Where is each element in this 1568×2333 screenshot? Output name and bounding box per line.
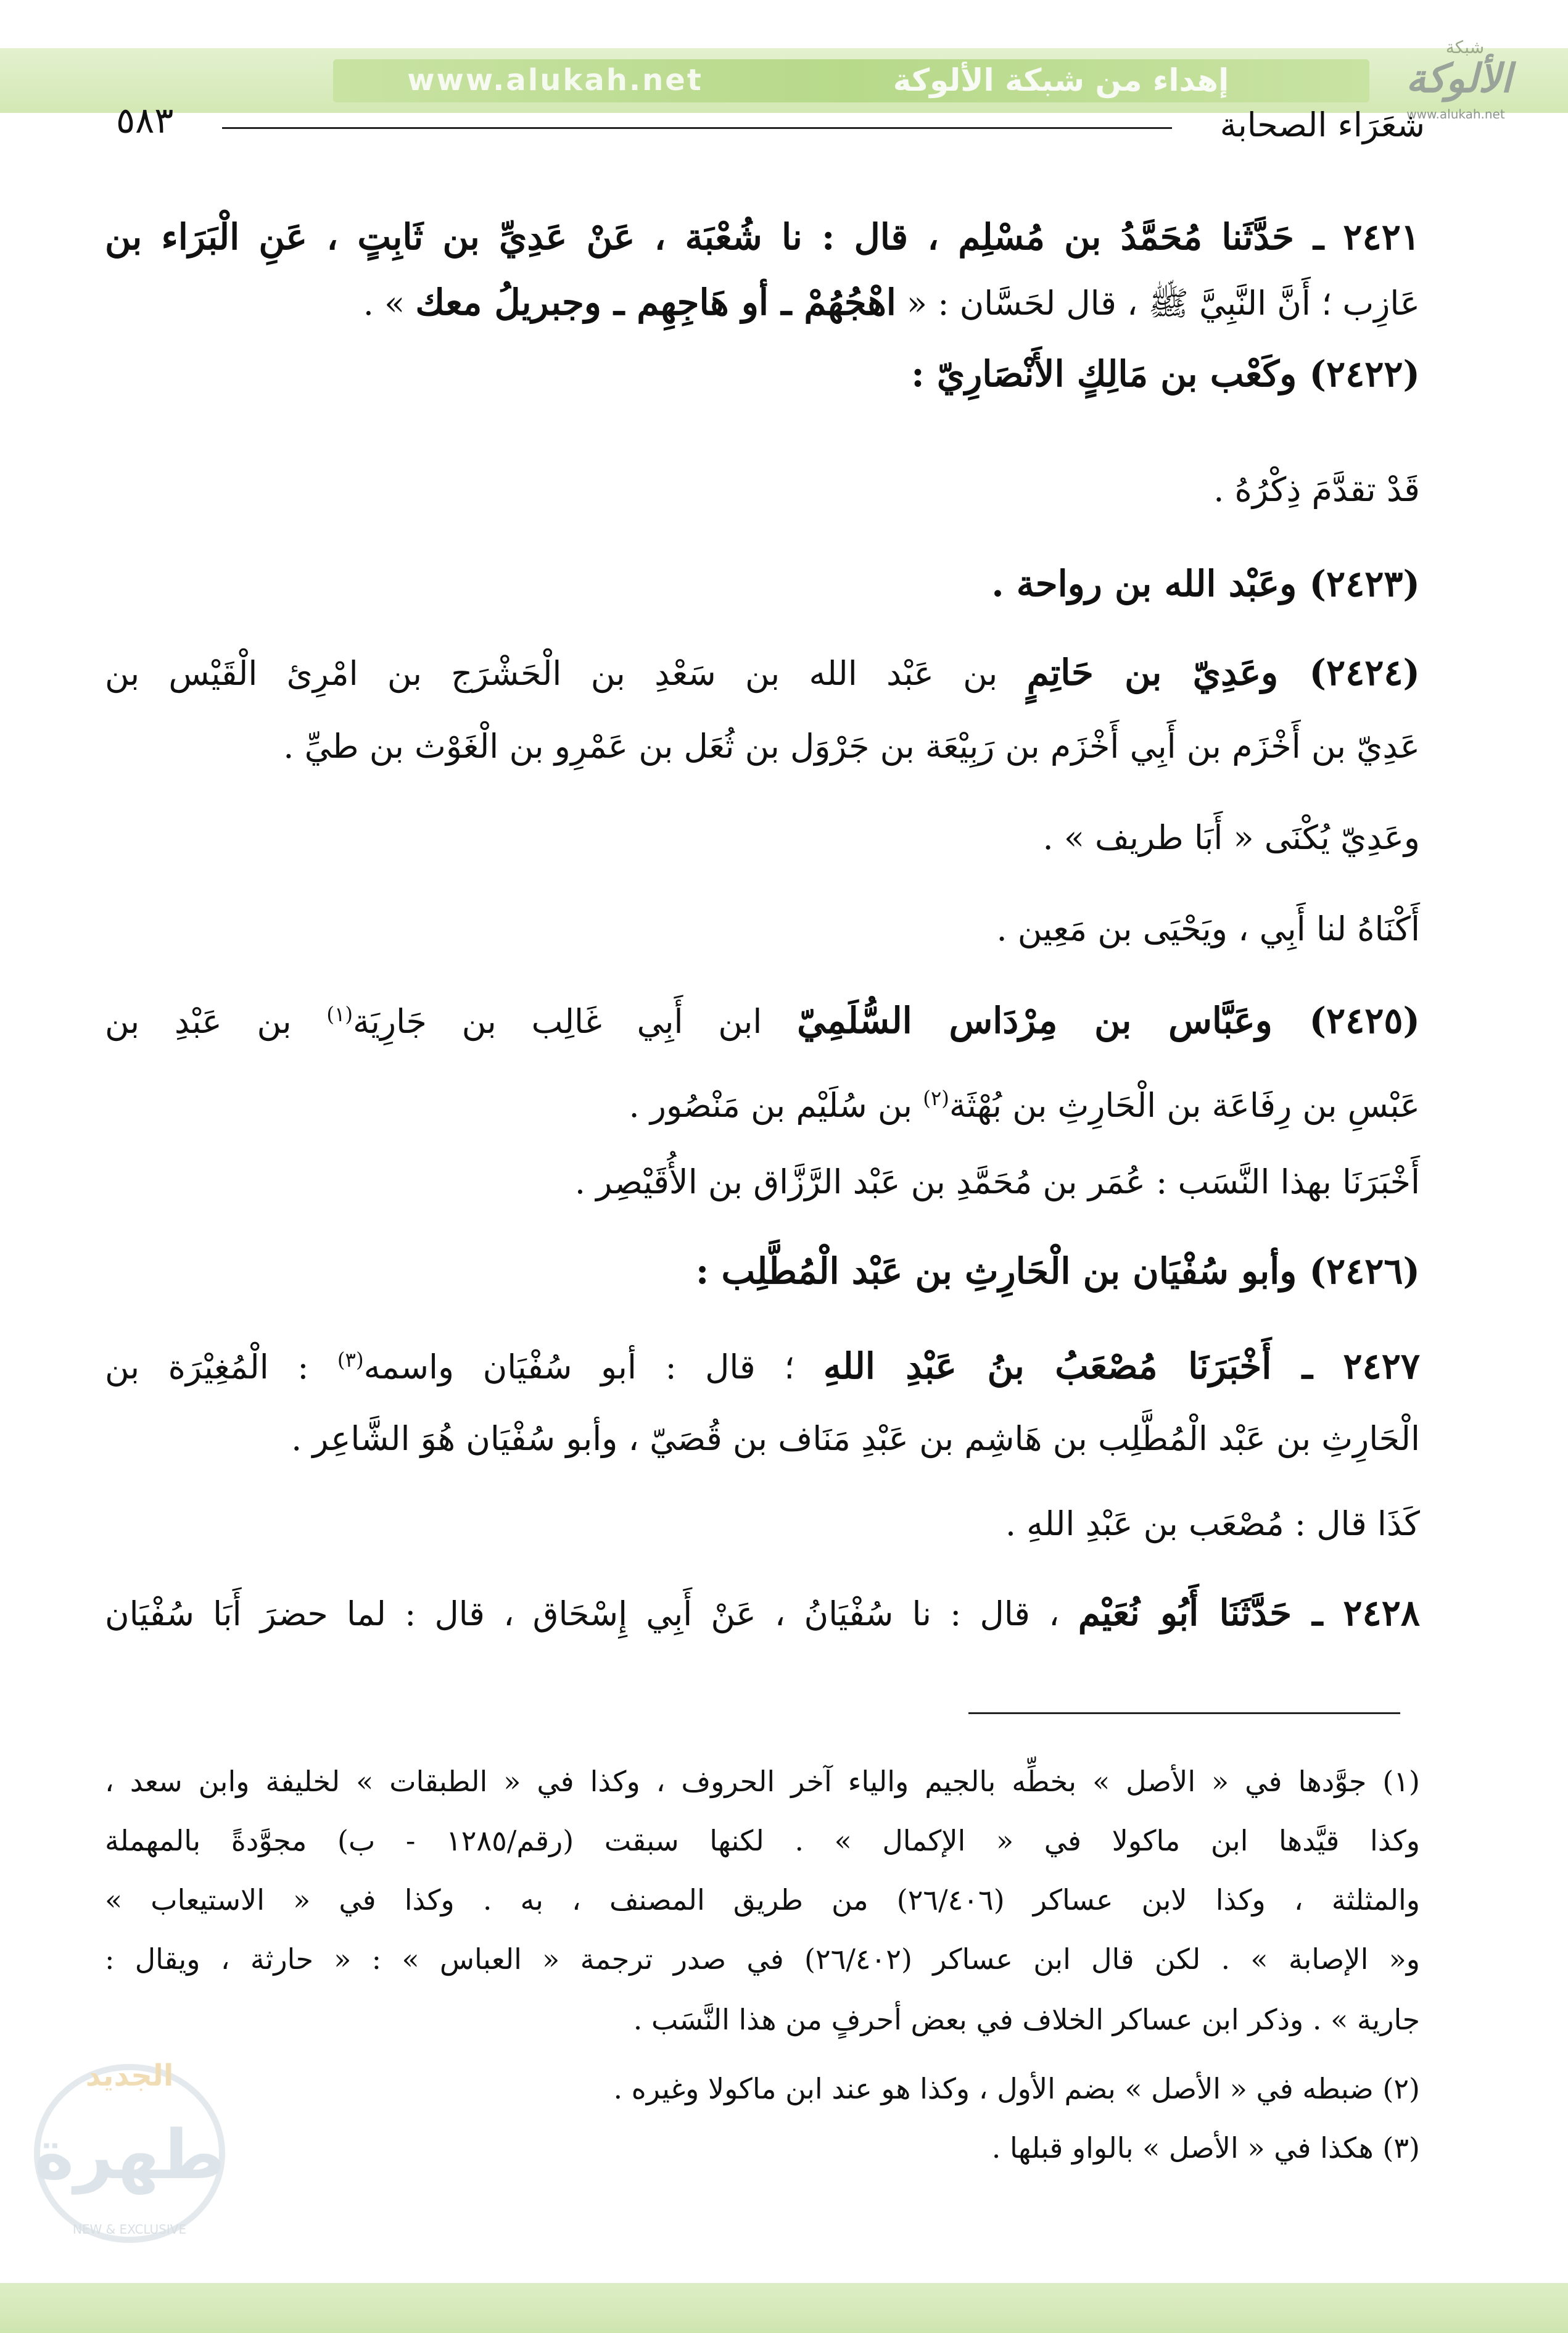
text-line bbox=[283, 718, 1420, 775]
text-line bbox=[105, 986, 1420, 1043]
entry-heading bbox=[911, 346, 1420, 402]
footnote-line: والمثلثة ، وكذا لابن عساكر (٢٦/٤٠٦) من طريق المصنف ، به . وكذا في « الاستيعاب » bbox=[105, 1883, 1421, 1917]
heading-text: (٢٤٢٣) وعَبْد الله بن رواحة . bbox=[991, 563, 1420, 605]
text-span: الْحَارِثِ بن عَبْد الْمُطَّلِب بن هَاشِم بن عَبْدِ مَنَاف بن قُصَيّ ، وأبو سُفْيَان هُوَ الشَّاعِر . bbox=[291, 1419, 1420, 1458]
footnote-line: (١) جوَّدها في « الأصل » بخطِّه بالجيم والياء آخر الحروف ، وكذا في « الطبقات » لخليفة وابن سعد ، bbox=[105, 1765, 1420, 1798]
footnote-line: جارية » . وذكر ابن عساكر الخلاف في بعض أحرفٍ من هذا النَّسَب . bbox=[633, 2003, 1420, 2036]
text-line bbox=[629, 1070, 1420, 1127]
text-span: ابن أَبِي غَالِب بن جَارِيَة bbox=[353, 1002, 798, 1041]
page-number: ٥٨٣ bbox=[116, 99, 174, 141]
footnote-ref[interactable]: (٣) bbox=[337, 1348, 364, 1372]
text-span: بن سُلَيْم بن مَنْصُور . bbox=[629, 1086, 923, 1125]
text-line bbox=[575, 1154, 1420, 1211]
text-line bbox=[1043, 810, 1420, 866]
text-span: عَدِيّ بن أَخْزَم بن أَبِي أَخْزَم بن رَبِيْعَة بن جَرْوَل بن ثُعَل بن عَمْرِو بن الْغَوْث بن طيِّ . bbox=[283, 727, 1420, 766]
alukah-logo: الألوكة bbox=[1406, 56, 1512, 102]
text-span: » . bbox=[363, 284, 416, 323]
watermark-logo bbox=[31, 2036, 228, 2246]
text-span: : الْمُغِيْرَة بن bbox=[105, 1348, 337, 1386]
text-span: عَبْسِ بن رِفَاعَة بن الْحَارِثِ بن بُهْثَة bbox=[949, 1086, 1420, 1125]
heading-text: (٢٤٢٤) وعَدِيّ بن حَاتِمٍ bbox=[1026, 652, 1420, 694]
text-span: أَكْنَاهُ لنا أَبِي ، ويَحْيَى بن مَعِين . bbox=[996, 910, 1420, 948]
text-span: عَازِب ؛ أَنَّ النَّبِيَّ ﷺ ، قال لحَسَّان : « bbox=[896, 284, 1420, 323]
text-span: ، قال : نا سُفْيَانُ ، عَنْ أَبِي إِسْحَاق ، قال : لما حضرَ أَبَا سُفْيَان bbox=[105, 1594, 1078, 1633]
hadith-isnad: ٢٤٢١ ـ حَدَّثَنا مُحَمَّدُ بن مُسْلِم ، قال : نا شُعْبَة ، عَنْ عَدِيِّ بن ثَابِتٍ ، عَنِ الْبَرَاء بن bbox=[105, 216, 1420, 258]
logo-url: www.alukah.net bbox=[1406, 107, 1505, 122]
banner-gift-text: إهداء من شبكة الألوكة bbox=[893, 62, 1229, 98]
text-line bbox=[363, 274, 1420, 331]
quote-text: اهْجُهُمْ ـ أو هَاجِهِم ـ وجبريلُ معك bbox=[415, 281, 896, 323]
text-line bbox=[105, 1585, 1420, 1641]
text-span: قَدْ تقدَّمَ ذِكْرُهُ . bbox=[1213, 470, 1420, 509]
text-line bbox=[996, 901, 1420, 958]
running-title: شعَرَاء الصحابة bbox=[1219, 106, 1425, 144]
banner-url[interactable]: www.alukah.net bbox=[407, 63, 703, 97]
text-line bbox=[105, 209, 1420, 265]
watermark-main-text: طهرة bbox=[34, 2115, 225, 2194]
footnote-rule bbox=[968, 1712, 1400, 1714]
hadith-isnad: ٢٤٢٧ ـ أَخْبَرَنَا مُصْعَبُ بنُ عَبْدِ اللهِ bbox=[823, 1345, 1420, 1387]
header-rule bbox=[222, 127, 1172, 129]
heading-text: (٢٤٢٢) وكَعْب بن مَالِكٍ الأَنْصَارِيّ : bbox=[911, 353, 1420, 395]
watermark-bottom-text: NEW & EXCLUSIVE bbox=[72, 2222, 187, 2237]
text-span: كَذَا قال : مُصْعَب بن عَبْدِ اللهِ . bbox=[1005, 1504, 1420, 1543]
text-span: بن عَبْد الله بن سَعْدِ بن الْحَشْرَج بن امْرِئ الْقَيْس بن bbox=[105, 654, 1027, 693]
text-line bbox=[291, 1411, 1420, 1467]
footnote-line: (٣) هكذا في « الأصل » بالواو قبلها . bbox=[991, 2131, 1420, 2165]
text-line bbox=[1213, 462, 1420, 518]
text-line bbox=[1005, 1496, 1420, 1552]
heading-text: (٢٤٢٥) وعَبَّاس بن مِرْدَاس السُّلَمِيّ bbox=[797, 1000, 1420, 1042]
heading-text: (٢٤٢٦) وأبو سُفْيَان بن الْحَارِثِ بن عَبْد الْمُطَّلِب : bbox=[695, 1250, 1420, 1292]
text-line bbox=[105, 644, 1420, 701]
entry-heading bbox=[991, 555, 1420, 612]
text-span: أَخْبَرَنَا بهذا النَّسَب : عُمَر بن مُحَمَّدِ بن عَبْد الرَّزَّاق بن الأُقَيْصِر . bbox=[574, 1162, 1420, 1201]
hadith-isnad: ٢٤٢٨ ـ حَدَّثَنَا أَبُو نُعَيْم bbox=[1078, 1592, 1420, 1634]
footnote-line: وكذا قيَّدها ابن ماكولا في « الإكمال » . لكنها سبقت (رقم/١٢٨٥ - ب) مجوَّدةً بالمهملة bbox=[105, 1824, 1420, 1857]
watermark-top-text: الجديد bbox=[85, 2058, 174, 2093]
footnote-ref[interactable]: (٢) bbox=[923, 1087, 949, 1110]
text-span: بن عَبْدِ بن bbox=[105, 1002, 327, 1041]
logo-small-text: شبكة bbox=[1445, 37, 1485, 57]
text-span: ؛ قال : أبو سُفْيَان واسمه bbox=[363, 1348, 823, 1386]
text-span: وعَدِيّ يُكْنَى « أَبَا طريف » . bbox=[1042, 818, 1420, 857]
text-line bbox=[105, 1332, 1420, 1388]
footnote-line: و« الإصابة » . لكن قال ابن عساكر (٢٦/٤٠٢) في صدر ترجمة « العباس » : « حارثة ، ويقال : bbox=[105, 1942, 1421, 1976]
footnote-ref[interactable]: (١) bbox=[326, 1003, 353, 1026]
bottom-banner bbox=[0, 2283, 1568, 2333]
entry-heading bbox=[696, 1243, 1420, 1299]
footnote-line: (٢) ضبطه في « الأصل » بضم الأول ، وكذا هو عند ابن ماكولا وغيره . bbox=[613, 2072, 1420, 2105]
